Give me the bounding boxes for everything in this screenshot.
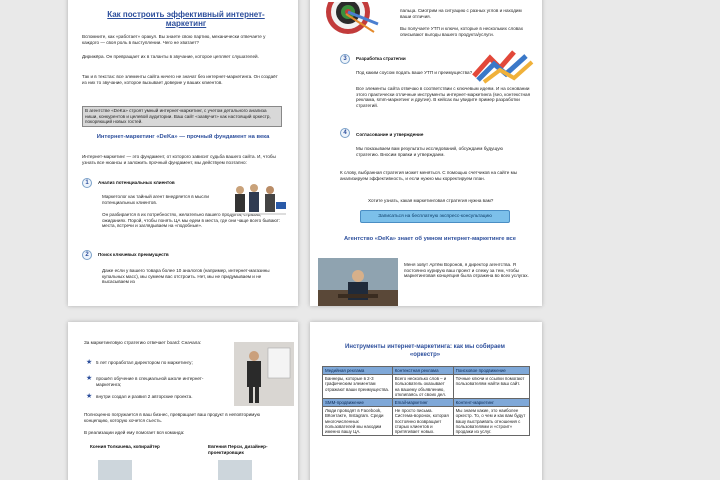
paragraph: пальца. Смотрим на ситуацию с разных углов и находим ваши отличия.	[400, 8, 522, 19]
step-title: Разработка стратегии	[356, 56, 406, 61]
section-heading: Интернет-маркетинг «DeKa» — прочный фундамент на века	[96, 134, 270, 140]
table-cell: Медийная реклама	[323, 367, 393, 375]
table-cell: Контент-маркетинг	[453, 399, 529, 407]
table-cell: Поисковое продвижение	[453, 367, 529, 375]
table-cell: Баннеры, которые в 2-3 графическим элементам отражают ваши преимущества.	[323, 375, 393, 399]
step-title: Поиск ключевых преимуществ	[98, 252, 169, 257]
table-row	[323, 367, 530, 375]
step-number-icon: 2	[82, 250, 92, 260]
table-cell: Email-маркетинг	[392, 399, 453, 407]
star-icon: ★	[86, 359, 93, 366]
presenter-photo	[234, 342, 294, 406]
step-text: Маркетолог как тайный агент внедряется в мысли потенциальных клиентов.	[102, 194, 209, 205]
director-bio: Меня зовут Артём Воронов, я директор агентства. Я постоянно курирую ваш проект и слежу за тем, чтобы маркетинговая концепция была отражена во всех услугах.	[404, 262, 529, 279]
team-photo	[98, 460, 132, 480]
document-page-1	[68, 0, 298, 306]
tools-table	[322, 366, 530, 436]
page-title: Как построить эффективный интернет-маркетинг	[107, 10, 265, 28]
step-text: Все элементы сайта отвечаю в соответствии с ключевым идеям. И на основании этого практически отличные инструменты интернет-маркетинга (seo, контекстная реклама, smm-маркетинг и другие). В кейсах вы увидите пример разработки стратегий.	[356, 86, 531, 108]
table-cell: Всего несколько слов – и пользователь оказывает на вашему объявлению, отклипаясь от своих дел.	[392, 375, 453, 399]
step-text: Под каким соусом подать ваше УТП и преимущества?	[356, 70, 473, 75]
puzzle-arrows-illustration	[470, 46, 536, 84]
question-text: Хотите узнать, какая маркетинговая стратегия нужна вам?	[368, 198, 494, 203]
free-consultation-button[interactable]: Записаться на бесплатную экспресс-консультацию	[360, 210, 510, 223]
page-title: Инструменты интернет-маркетинга: как мы собираем «оркестр»	[345, 344, 505, 358]
intro-paragraph: Так и в текстах: все элементы сайта ничего не значат без интернет-маркетинга. Он создаёт из них то звучание, которое вызывает доверие у ваших клиентов.	[82, 74, 278, 85]
section-paragraph: Интернет-маркетинг — это фундамент, от которого зависит судьба вашего сайта. И, чтобы узнать все нюансы и заложить прочный фундамент, мы действуем поэтапно:	[82, 154, 276, 165]
table-cell: SMM-продвижение	[323, 399, 393, 407]
team-photo	[218, 460, 252, 480]
table-cell: Точные ключи и ссылки помогают пользователям найти ваш сайт.	[453, 375, 529, 399]
step-text: Мы показываем вам результаты исследований, обсуждаем будущую стратегию. Вносим правки и утверждаем.	[356, 146, 503, 157]
table-cell: Мы знаем какие, это наиболее оркестр. То, о чем и как вам будут вашу выстраивать отношения с пользователями и «строит» продажи из услуг.	[453, 407, 529, 436]
star-icon: ★	[86, 393, 93, 400]
step-number-icon: 1	[82, 178, 92, 188]
team-member-name: Евгения Перси, дизайнер-проектировщик	[208, 444, 268, 455]
director-photo	[318, 258, 398, 306]
lead-text: За маркетинговую стратегию отвечает board: Сначала:	[84, 340, 202, 345]
star-icon: ★	[86, 375, 93, 382]
table-row	[323, 375, 530, 399]
paragraph: Полноценно погружается в ваш бизнес, превращает ваш продукт в неповторимую концепцию, которую хочется съесть.	[84, 412, 261, 423]
step-text: Он разбирается в их потребностях, желательно вашего продукта, страхах, ожиданиях. Порой, чтобы понять ЦА мы едем в места, где они чаще всего бывают: места, встречи и заглядываем на «подобные».	[102, 212, 281, 229]
section-heading: Агентство «DeKa» знает об умном интернет-маркетинге все	[343, 236, 517, 242]
paragraph: Вы получаете УТП и ключи, которые в нескольких словах описывают выгоды вашего продукта/услуги.	[400, 26, 524, 37]
document-page-2	[310, 0, 542, 306]
step-title: Анализ потенциальных клиентов	[98, 180, 175, 185]
table-cell: Люди проводят в Facebook, ВКонтакте, Instagram. Среди многочисленных пользователей мы находим именно вашу ЦА.	[323, 407, 393, 436]
paragraph: В реализации идей ему помогает вся команда:	[84, 430, 185, 435]
table-cell: Контекстная реклама	[392, 367, 453, 375]
list-item: 5 лет проработал директором по маркетингу;	[96, 360, 193, 365]
business-people-illustration	[228, 182, 288, 218]
closing-paragraph: К слову, выбранная стратегия может меняться. С помощью счетчиков на сайте мы анализируем эффективность, и если нужно мы корректируем план.	[340, 170, 518, 181]
list-item: прошёл обучение в специальной школе интернет-маркетинга;	[96, 376, 204, 387]
intro-paragraph: Вспомните, как «работает» оракул. Вы знаете свою партию, механически отвечаете у каждого — своя роль в выступлении. Чего не хватает?	[82, 34, 266, 45]
document-page-4	[310, 322, 542, 480]
intro-paragraph: Дирижёра. Он превращает их в таланты в звучание, которое цепляет слушателей.	[82, 54, 259, 59]
step-number-icon: 3	[340, 54, 350, 64]
dartboard-illustration	[326, 2, 384, 36]
table-cell: Не просто письма. Система-воронок, которая постоянно возвращает старых клиентов и притягивает новых.	[392, 407, 453, 436]
team-member-name: Ксения Толкачева, копирайтер	[90, 444, 160, 449]
list-item: внутри создал и развил 2 авторские проекта.	[96, 394, 193, 399]
step-number-icon: 4	[340, 128, 350, 138]
callout-box: В агентстве «DeKa» строят умный интернет-маркетинг, с учетом детального анализа ниши, конкурентов и целевой аудитории. Ваш сайт «зазвучит» как настоящий оркестр, покоряющий новых гостей.	[82, 106, 282, 127]
table-row	[323, 407, 530, 436]
table-row	[323, 399, 530, 407]
step-text: Даже если у вашего товара более 10 аналогов (например, интернет-магазины купальных масс), мы сумеем вас отстроить. Нет, мы не придумываем и не высасываем из	[102, 268, 270, 285]
document-page-3	[68, 322, 298, 480]
step-title: Согласование и утверждение	[356, 132, 424, 137]
